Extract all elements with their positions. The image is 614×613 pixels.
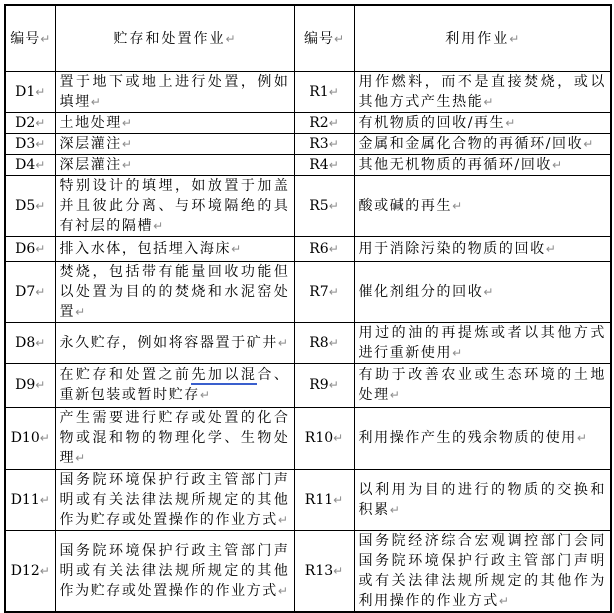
utilization-code-cell [294,261,354,322]
utilization-code-cell [294,175,354,236]
paragraph-mark: ↵ [328,136,339,151]
cell-text: 排入水体，包括埋入海床 [59,240,232,257]
code-label: R1 [309,83,329,100]
cell-text: 焚烧，包括带有能量回收功能但以处置为目的的焚烧和水泥窑处置 [59,263,290,320]
paragraph-mark: ↵ [277,512,288,527]
header-code-right-label: 编号 [303,31,334,48]
disposal-description-cell [55,261,294,322]
code-label: R4 [309,156,329,173]
paragraph-mark: ↵ [328,157,339,172]
paragraph-mark: ↵ [483,284,494,299]
paragraph-mark: ↵ [328,378,339,392]
table-row [5,530,611,612]
cell-text: 用作燃料，而不是直接焚烧，或以其他方式产生热能 [358,73,606,110]
utilization-code-cell [294,469,354,530]
disposal-code-cell [5,322,55,363]
paragraph-mark: ↵ [35,115,46,130]
utilization-code-cell [294,236,354,261]
disposal-code-cell [5,133,55,154]
utilization-description-cell [354,112,611,133]
paragraph-mark: ↵ [328,198,339,213]
code-label: R2 [309,114,329,131]
paragraph-mark: ↵ [452,198,463,213]
cell-text: 深层灌注 [59,156,122,173]
paragraph-mark: ↵ [545,241,556,256]
paragraph-mark: ↵ [277,335,288,350]
paragraph-mark: ↵ [328,84,339,99]
table-row [5,407,611,469]
cell-text: 土地处理 [59,114,122,131]
utilization-description-cell [354,469,611,530]
utilization-description-cell [354,261,611,322]
paragraph-mark: ↵ [225,32,236,47]
header-row [5,5,611,71]
cell-text: 合、重新包装或暂时贮存 [59,367,290,403]
cell-text: 国务院经济综合宏观调控部门会同国务院环境保护行政主管部门声明或有关法律法规所规定的其他作为利用操作的作业方式 [358,532,606,609]
code-label: D4 [15,156,36,173]
table-row [5,363,611,407]
code-label: R8 [309,334,329,351]
cell-text: 有机物质的回收/再生 [358,114,506,131]
disposal-description-cell [55,407,294,469]
cell-text: 有助于改善农业或生态环境的土地处理 [358,367,606,403]
disposal-code-cell [5,469,55,530]
utilization-description-cell [354,530,611,612]
cell-text: 产生需要进行贮存或处置的化合物或混和物的物理化学、生物处理 [59,410,290,466]
paragraph-mark: ↵ [39,431,50,445]
table-row [5,112,611,133]
paragraph-mark: ↵ [35,284,46,299]
table-row [5,469,611,530]
paragraph-mark: ↵ [35,335,46,350]
code-label: D7 [15,283,36,300]
disposal-description-cell [55,71,294,112]
code-label: D1 [15,83,36,100]
code-label: D9 [15,377,36,393]
paragraph-mark: ↵ [328,115,339,130]
cell-text: 置于地下或地上进行处置，例如填埋 [59,73,290,110]
code-label: D11 [10,491,40,508]
paragraph-mark: ↵ [75,451,86,465]
code-label: R9 [309,377,329,393]
disposal-description-cell [55,530,294,612]
disposal-code-cell [5,154,55,175]
code-label: D5 [15,197,36,214]
cell-text: 国务院环境保护行政主管部门声明或有关法律法规所规定的其他作为贮存或处置操作的作业方式 [59,542,290,599]
table-row [5,133,611,154]
disposal-description-cell [55,236,294,261]
disposal-code-cell [5,71,55,112]
paragraph-mark: ↵ [389,502,400,517]
paragraph-mark: ↵ [39,563,50,578]
paragraph-mark: ↵ [333,32,345,47]
utilization-description-cell [354,133,611,154]
paragraph-mark: ↵ [35,157,46,172]
paragraph-mark: ↵ [333,563,344,578]
disposal-code-cell [5,236,55,261]
paragraph-mark: ↵ [199,388,210,402]
utilization-code-cell [294,133,354,154]
paragraph-mark: ↵ [90,94,101,109]
paragraph-mark: ↵ [35,84,46,99]
code-label: R6 [309,240,329,257]
paragraph-mark: ↵ [505,115,516,130]
header-code-left-label: 编号 [10,31,41,48]
table-row [5,71,611,112]
paragraph-mark: ↵ [333,492,344,507]
operations-table [4,4,612,613]
header-title-right-label: 利用作业 [445,31,510,48]
disposal-code-cell [5,261,55,322]
utilization-description-cell [354,71,611,112]
cell-text: 用于消除污染的物质的回收 [358,240,546,257]
disposal-description-cell [55,133,294,154]
utilization-code-cell [294,154,354,175]
paragraph-mark: ↵ [328,241,339,256]
operations-tbody [5,71,611,612]
code-label: R5 [309,197,329,214]
table-row [5,322,611,363]
cell-text: 国务院环境保护行政主管部门声明或有关法律法规所规定的其他作为贮存或处置操作的作业方式 [59,471,290,528]
paragraph-mark: ↵ [35,136,46,151]
cell-text: 其他无机物质的再循环/回收 [358,156,553,173]
paragraph-mark: ↵ [121,115,132,130]
paragraph-mark: ↵ [552,157,563,172]
cell-text: 用过的油的再提炼或者以其他方式进行重新使用 [358,324,606,361]
code-label: R7 [309,283,329,300]
disposal-description-cell [55,154,294,175]
cell-text: 特别设计的填埋，如放置于加盖并且彼此分离、与环境隔绝的具有衬层的隔槽 [59,177,290,234]
paragraph-mark: ↵ [35,378,46,392]
utilization-code-cell [294,407,354,469]
disposal-description-cell [55,322,294,363]
code-label: D3 [15,135,36,152]
paragraph-mark: ↵ [153,218,164,233]
paragraph-mark: ↵ [333,431,344,445]
utilization-description-cell [354,322,611,363]
header-title-left [55,5,294,71]
paragraph-mark: ↵ [483,94,494,109]
code-label: R3 [309,135,329,152]
paragraph-mark: ↵ [75,304,86,319]
cell-text: 利用操作产生的残余物质的使用 [358,430,577,446]
underlined-text: 先加以混 [191,367,258,383]
cell-text: 在贮存和处置之前 [59,367,192,383]
disposal-code-cell [5,530,55,612]
code-label: D2 [15,114,36,131]
utilization-description-cell [354,154,611,175]
header-title-right [354,5,611,71]
header-title-left-label: 贮存和处置作业 [113,31,226,48]
cell-text: 金属和金属化合物的再循环/回收 [358,135,584,152]
paragraph-mark: ↵ [328,284,339,299]
disposal-code-cell [5,112,55,133]
utilization-code-cell [294,322,354,363]
cell-text: 催化剂组分的回收 [358,283,484,300]
utilization-description-cell [354,407,611,469]
table-row [5,261,611,322]
code-label: D12 [10,562,40,579]
paragraph-mark: ↵ [35,198,46,213]
utilization-code-cell [294,112,354,133]
cell-text: 以利用为目的进行的物质的交换和积累 [358,481,606,518]
paragraph-mark: ↵ [40,32,51,47]
paragraph-mark: ↵ [121,157,132,172]
paragraph-mark: ↵ [35,241,46,256]
header-code-left [5,5,55,71]
cell-text: 永久贮存，例如将容器置于矿井 [59,334,278,351]
header-code-right [294,5,354,71]
paragraph-mark: ↵ [277,583,288,598]
paragraph-mark: ↵ [39,492,50,507]
disposal-description-cell [55,175,294,236]
code-label: D10 [10,430,40,446]
code-label: D8 [15,334,36,351]
code-label: R10 [304,430,334,446]
disposal-code-cell [5,363,55,407]
table-row [5,154,611,175]
disposal-description-cell [55,469,294,530]
code-label: R11 [304,491,334,508]
utilization-code-cell [294,71,354,112]
paragraph-mark: ↵ [583,136,594,151]
paragraph-mark: ↵ [389,388,400,402]
paragraph-mark: ↵ [121,136,132,151]
disposal-code-cell [5,407,55,469]
disposal-description-cell [55,112,294,133]
paragraph-mark: ↵ [231,241,242,256]
paragraph-mark: ↵ [452,345,463,360]
paragraph-mark: ↵ [328,335,339,350]
paragraph-mark: ↵ [498,593,509,608]
paragraph-mark: ↵ [509,32,520,47]
code-label: D6 [15,240,36,257]
cell-text: 深层灌注 [59,135,122,152]
utilization-description-cell [354,175,611,236]
cell-text: 酸或碱的再生 [358,197,453,214]
paragraph-mark: ↵ [576,431,587,445]
table-row [5,175,611,236]
table-row [5,236,611,261]
disposal-code-cell [5,175,55,236]
utilization-description-cell [354,363,611,407]
disposal-description-cell [55,363,294,407]
utilization-code-cell [294,363,354,407]
utilization-code-cell [294,530,354,612]
utilization-description-cell [354,236,611,261]
code-label: R13 [304,562,334,579]
